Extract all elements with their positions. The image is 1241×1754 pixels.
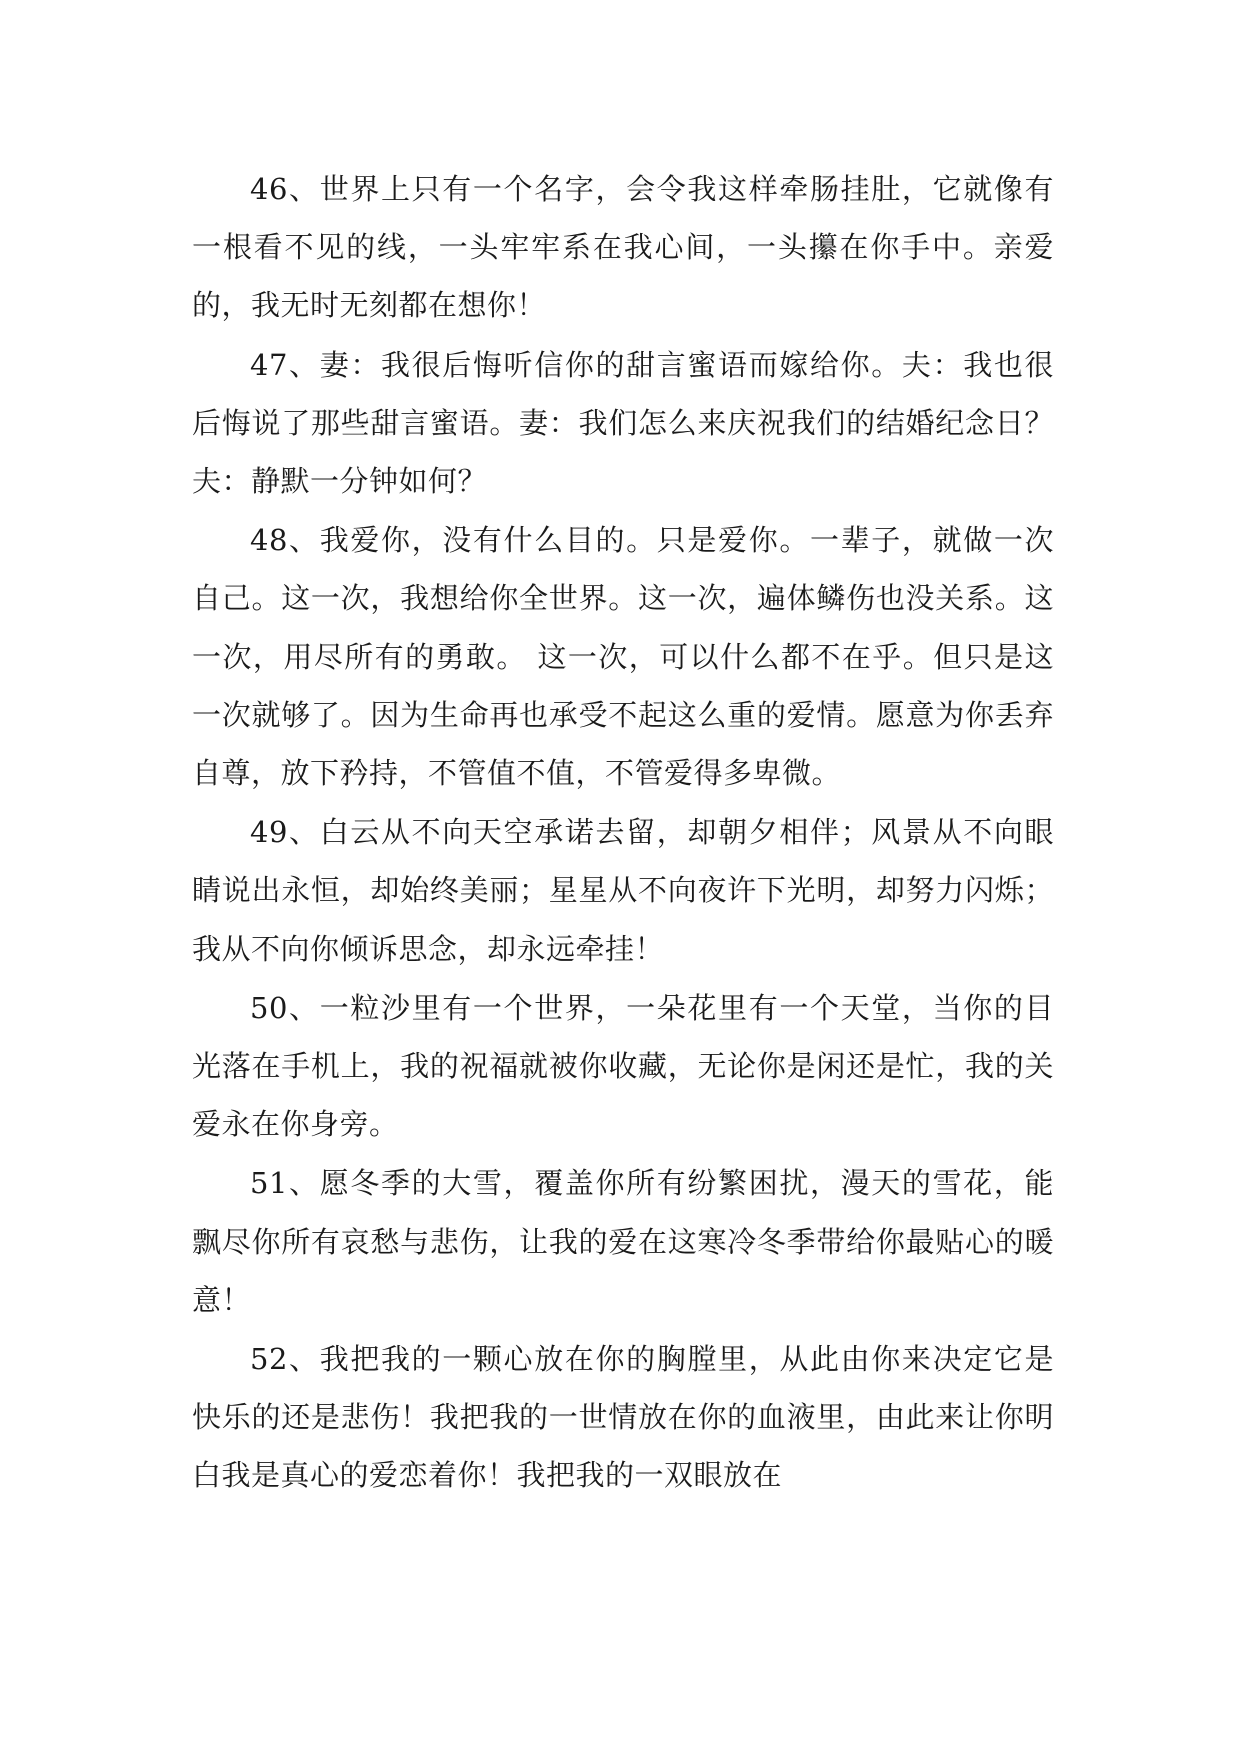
paragraph-47: 47、妻：我很后悔听信你的甜言蜜语而嫁给你。夫：我也很后悔说了那些甜言蜜语。妻：我们怎么来庆祝我们的结婚纪念日？夫：静默一分钟如何？	[192, 347, 1054, 499]
paragraph-52: 52、我把我的一颗心放在你的胸膛里，从此由你来决定它是快乐的还是悲伤！我把我的一世情放在你的血液里，由此来让你明白我是真心的爱恋着你！我把我的一双眼放在	[192, 1342, 1054, 1493]
paragraph-51: 51、愿冬季的大雪，覆盖你所有纷繁困扰，漫天的雪花，能飘尽你所有哀愁与悲伤，让我的爱在这寒冷冬季带给你最贴心的暖意！	[192, 1166, 1054, 1317]
paragraph-50: 50、一粒沙里有一个世界，一朵花里有一个天堂，当你的目光落在手机上，我的祝福就被你收藏，无论你是闲还是忙，我的关爱永在你身旁。	[192, 990, 1054, 1142]
paragraph-48: 48、我爱你，没有什么目的。只是爱你。一辈子，就做一次自己。这一次，我想给你全世界。这一次，遍体鳞伤也没关系。这一次，用尽所有的勇敢。 这一次，可以什么都不在乎。但只是这一次就够了。因为生命再也承受不起这么重的爱情。愿意为你丢弃自尊，放下矜持，不管值不值，不管爱得多卑微。	[192, 523, 1054, 791]
paragraph-49: 49、白云从不向天空承诺去留，却朝夕相伴；风景从不向眼睛说出永恒，却始终美丽；星星从不向夜许下光明，却努力闪烁；我从不向你倾诉思念，却永远牵挂！	[192, 815, 1054, 966]
paragraph-46: 46、世界上只有一个名字，会令我这样牵肠挂肚，它就像有一根看不见的线，一头牢牢系在我心间，一头攥在你手中。亲爱的，我无时无刻都在想你！	[192, 172, 1054, 323]
document-page	[192, 160, 1054, 1506]
